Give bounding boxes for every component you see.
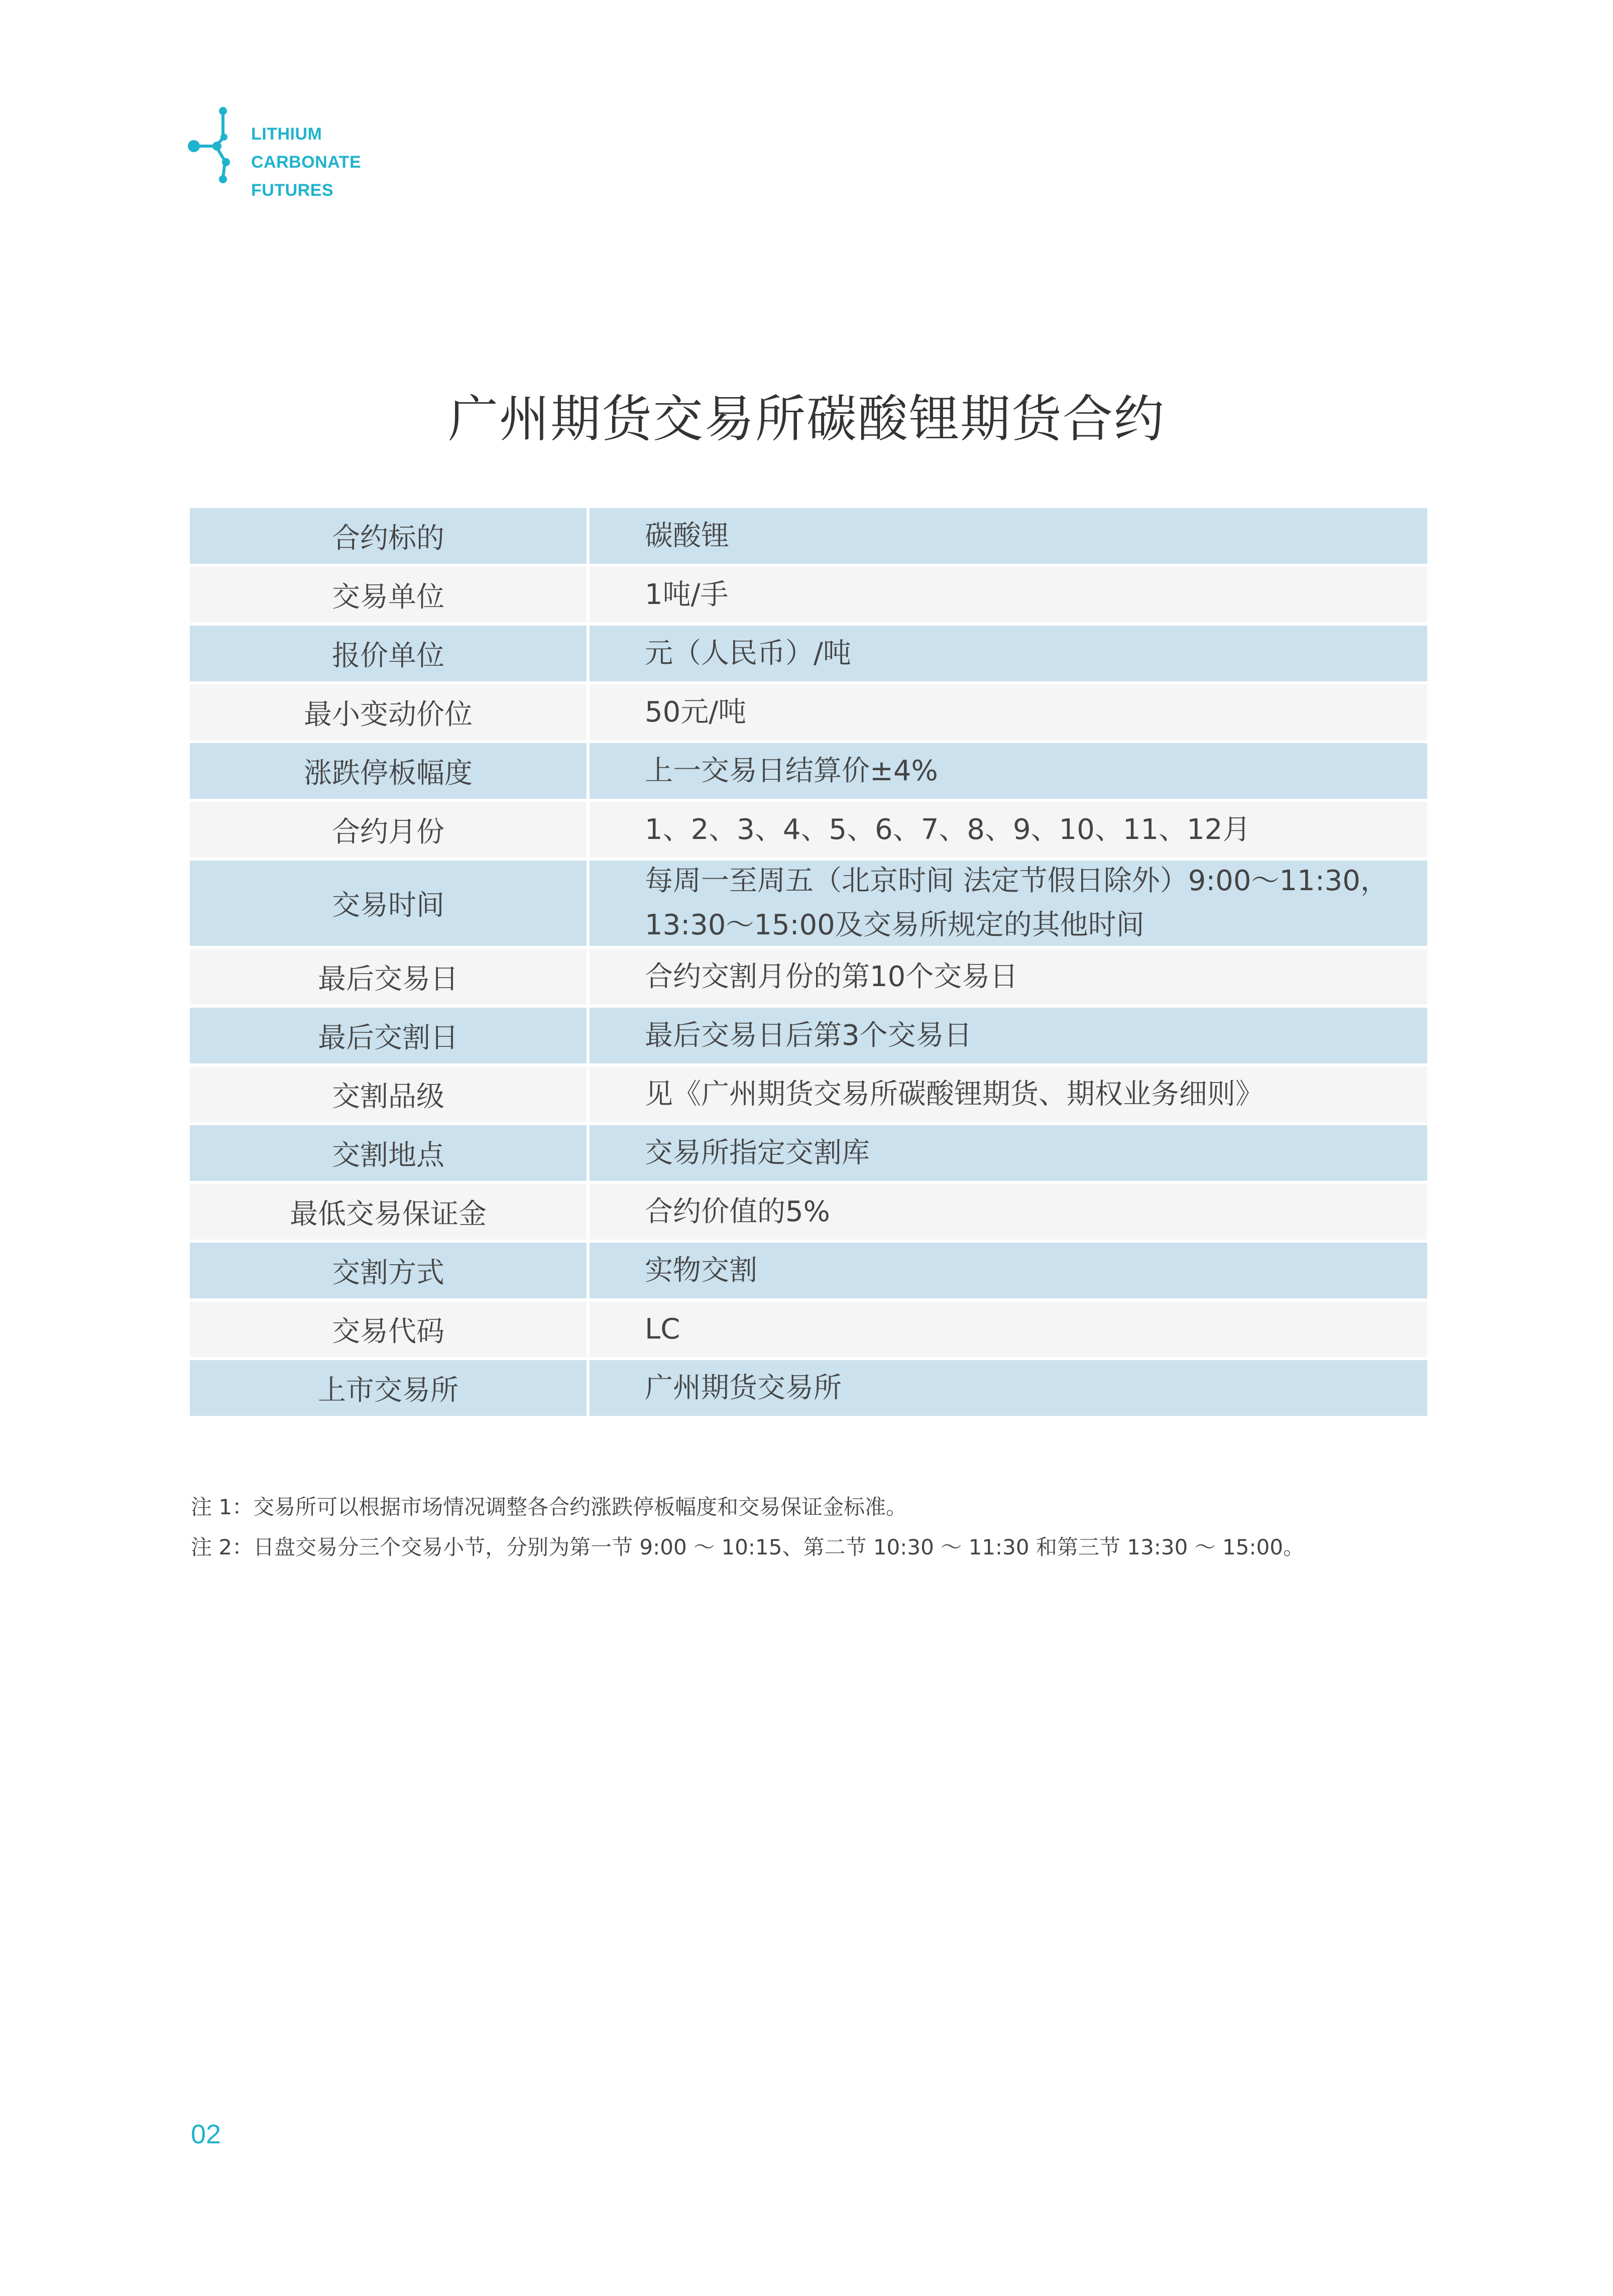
logo-text [251, 120, 427, 204]
row-value [590, 802, 1427, 858]
row-label: 交割品级 [190, 1066, 590, 1122]
row-value-line: 碳酸锂 [645, 519, 729, 552]
page-title: 广州期货交易所碳酸锂期货合约 [448, 390, 1165, 448]
table-row [190, 949, 1427, 1008]
logo-line-1: LITHIUM CARBONATE [251, 125, 362, 172]
table-row [190, 1066, 1427, 1125]
row-value [590, 567, 1427, 623]
contract-spec-table [190, 508, 1427, 1419]
row-value-line: 交易所指定交割库 [645, 1136, 870, 1169]
table-row [190, 1301, 1427, 1360]
row-value [590, 1301, 1427, 1357]
row-value-line: 合约价值的5% [645, 1195, 830, 1228]
table-row [190, 743, 1427, 802]
row-label: 合约标的 [190, 508, 590, 564]
note-2: 注 2：日盘交易分三个交易小节，分别为第一节 9:00 ～ 10:15、第二节 10:30 ～ 11:30 和第三节 13:30 ～ 15:00。 [191, 1535, 1305, 1559]
row-value-line: 1、2、3、4、5、6、7、8、9、10、11、12月 [645, 813, 1251, 846]
notes [191, 1487, 1446, 1567]
row-value-line: 合约交割月份的第10个交易日 [645, 960, 1018, 993]
row-value [590, 1243, 1427, 1298]
row-label: 报价单位 [190, 626, 590, 681]
row-value-line: 见《广州期货交易所碳酸锂期货、期权业务细则》 [645, 1077, 1263, 1111]
table-row [190, 684, 1427, 743]
table-row [190, 1360, 1427, 1419]
row-value-line: 1吨/手 [645, 578, 729, 611]
row-value-line: 50元/吨 [645, 695, 747, 729]
row-value [590, 949, 1427, 1005]
brand-logo [186, 103, 427, 200]
row-label: 上市交易所 [190, 1360, 590, 1416]
molecule-icon [186, 103, 251, 188]
row-label: 最后交易日 [190, 949, 590, 1005]
table-row [190, 567, 1427, 626]
row-value-line: LC [645, 1312, 680, 1346]
table-row [190, 1125, 1427, 1184]
row-value [590, 626, 1427, 681]
row-value [590, 1360, 1427, 1416]
table-row [190, 1243, 1427, 1301]
page-number: 02 [191, 2119, 221, 2149]
row-label: 合约月份 [190, 802, 590, 858]
row-value [590, 1125, 1427, 1181]
note-1: 注 1：交易所可以根据市场情况调整各合约涨跌停板幅度和交易保证金标准。 [191, 1495, 907, 1519]
row-value [590, 743, 1427, 799]
row-value-line: 最后交易日后第3个交易日 [645, 1019, 972, 1052]
table-row [190, 861, 1427, 949]
row-label: 最小变动价位 [190, 684, 590, 740]
row-label: 最低交易保证金 [190, 1184, 590, 1240]
logo-line-2: FUTURES [251, 181, 334, 200]
row-value-line: 每周一至周五（北京时间 法定节假日除外）9:00～11:30， [645, 865, 1389, 897]
row-label: 交易单位 [190, 567, 590, 623]
table-row [190, 1008, 1427, 1066]
row-value-line: 实物交割 [645, 1254, 757, 1287]
row-label: 最后交割日 [190, 1008, 590, 1063]
table-row [190, 1184, 1427, 1243]
row-label: 交易时间 [190, 861, 590, 946]
row-label: 交割地点 [190, 1125, 590, 1181]
row-value-line: 13:30～15:00及交易所规定的其他时间 [645, 909, 1144, 941]
table-row [190, 802, 1427, 861]
row-label: 交易代码 [190, 1301, 590, 1357]
row-value [590, 684, 1427, 740]
row-value-line: 元（人民币）/吨 [645, 637, 851, 670]
row-label: 涨跌停板幅度 [190, 743, 590, 799]
table-row [190, 508, 1427, 567]
row-value [590, 508, 1427, 564]
table-row [190, 626, 1427, 684]
row-value [590, 861, 1427, 946]
row-value [590, 1008, 1427, 1063]
row-value-line: 广州期货交易所 [645, 1371, 842, 1404]
row-value-line: 上一交易日结算价±4% [645, 754, 938, 787]
row-value [590, 1184, 1427, 1240]
row-value [590, 1066, 1427, 1122]
row-label: 交割方式 [190, 1243, 590, 1298]
